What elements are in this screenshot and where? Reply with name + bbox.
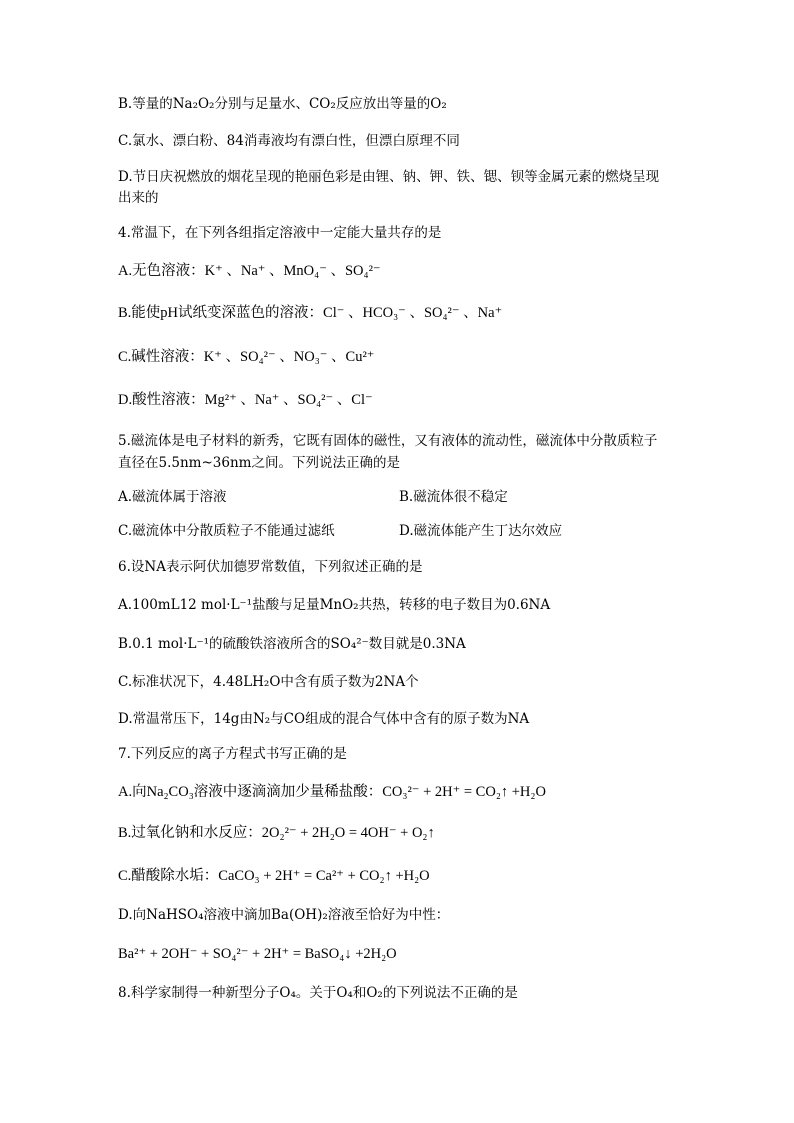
q6-option-d: D.常温常压下，14g由N₂与CO组成的混合气体中含有的原子数为NA (118, 711, 530, 727)
q5-option-c: C.磁流体中分散质粒子不能通过滤纸 (118, 523, 335, 539)
q6-option-b: B.0.1 mol·L⁻¹的硫酸铁溶液所含的SO₄²⁻数目就是0.3NA (118, 636, 466, 652)
q7-option-a: A.向Na₂CO₃溶液中逐滴滴加少量稀盐酸：CO₃²⁻ + 2H⁺ = CO₂↑ +H₂O (118, 784, 546, 800)
q7-option-c: C.醋酸除水垢：CaCO₃ + 2H⁺ = Ca²⁺ + CO₂↑ +H₂O (118, 868, 430, 884)
q3-option-d-line1: D.节日庆祝燃放的烟花呈现的艳丽色彩是由锂、钠、钾、铁、锶、钡等金属元素的燃烧呈现 (118, 169, 660, 185)
q4-option-c: C.碱性溶液：K⁺ 、SO₄²⁻ 、NO₃⁻ 、Cu²⁺ (118, 349, 375, 365)
question-7: 7.下列反应的离子方程式书写正确的是 (118, 746, 347, 762)
q6-option-c: C.标准状况下，4.48LH₂O中含有质子数为2NA个 (118, 674, 419, 690)
q5-option-b: B.磁流体很不稳定 (399, 489, 508, 505)
question-5-line1: 5.磁流体是电子材料的新秀，它既有固体的磁性，又有液体的流动性，磁流体中分散质粒子 (118, 433, 658, 449)
question-6: 6.设NA表示阿伏加德罗常数值，下列叙述正确的是 (118, 559, 423, 575)
q4-option-a: A.无色溶液：K⁺ 、Na⁺ 、MnO₄⁻ 、SO₄²⁻ (118, 263, 381, 279)
q7-option-d-line1: D.向NaHSO₄溶液中滴加Ba(OH)₂溶液至恰好为中性： (118, 907, 450, 923)
q3-option-d-line2: 出来的 (118, 190, 159, 206)
q5-option-a: A.磁流体属于溶液 (118, 489, 227, 505)
question-4: 4.常温下，在下列各组指定溶液中一定能大量共存的是 (118, 225, 442, 241)
q3-option-c: C.氯水、漂白粉、84消毒液均有漂白性，但漂白原理不同 (118, 133, 460, 149)
q7-option-d-equation: Ba²⁺ + 2OH⁻ + SO₄²⁻ + 2H⁺ = BaSO₄↓ +2H₂O (118, 946, 397, 962)
q4-option-d: D.酸性溶液：Mg²⁺ 、Na⁺ 、SO₄²⁻ 、Cl⁻ (118, 392, 373, 408)
q6-option-a: A.100mL12 mol·L⁻¹盐酸与足量MnO₂共热，转移的电子数目为0.6NA (118, 597, 551, 613)
q7-option-b: B.过氧化钠和水反应：2O₂²⁻ + 2H₂O = 4OH⁻ + O₂↑ (118, 825, 435, 841)
question-5-line2: 直径在5.5nm~36nm之间。下列说法正确的是 (118, 455, 400, 471)
q5-option-d: D.磁流体能产生丁达尔效应 (399, 523, 563, 539)
question-8: 8.科学家制得一种新型分子O₄。关于O₄和O₂的下列说法不正确的是 (118, 985, 518, 1001)
q3-option-b: B.等量的Na₂O₂分别与足量水、CO₂反应放出等量的O₂ (118, 96, 447, 112)
q4-option-b: B.能使pH试纸变深蓝色的溶液：Cl⁻ 、HCO₃⁻ 、SO₄²⁻ 、Na⁺ (118, 305, 503, 321)
